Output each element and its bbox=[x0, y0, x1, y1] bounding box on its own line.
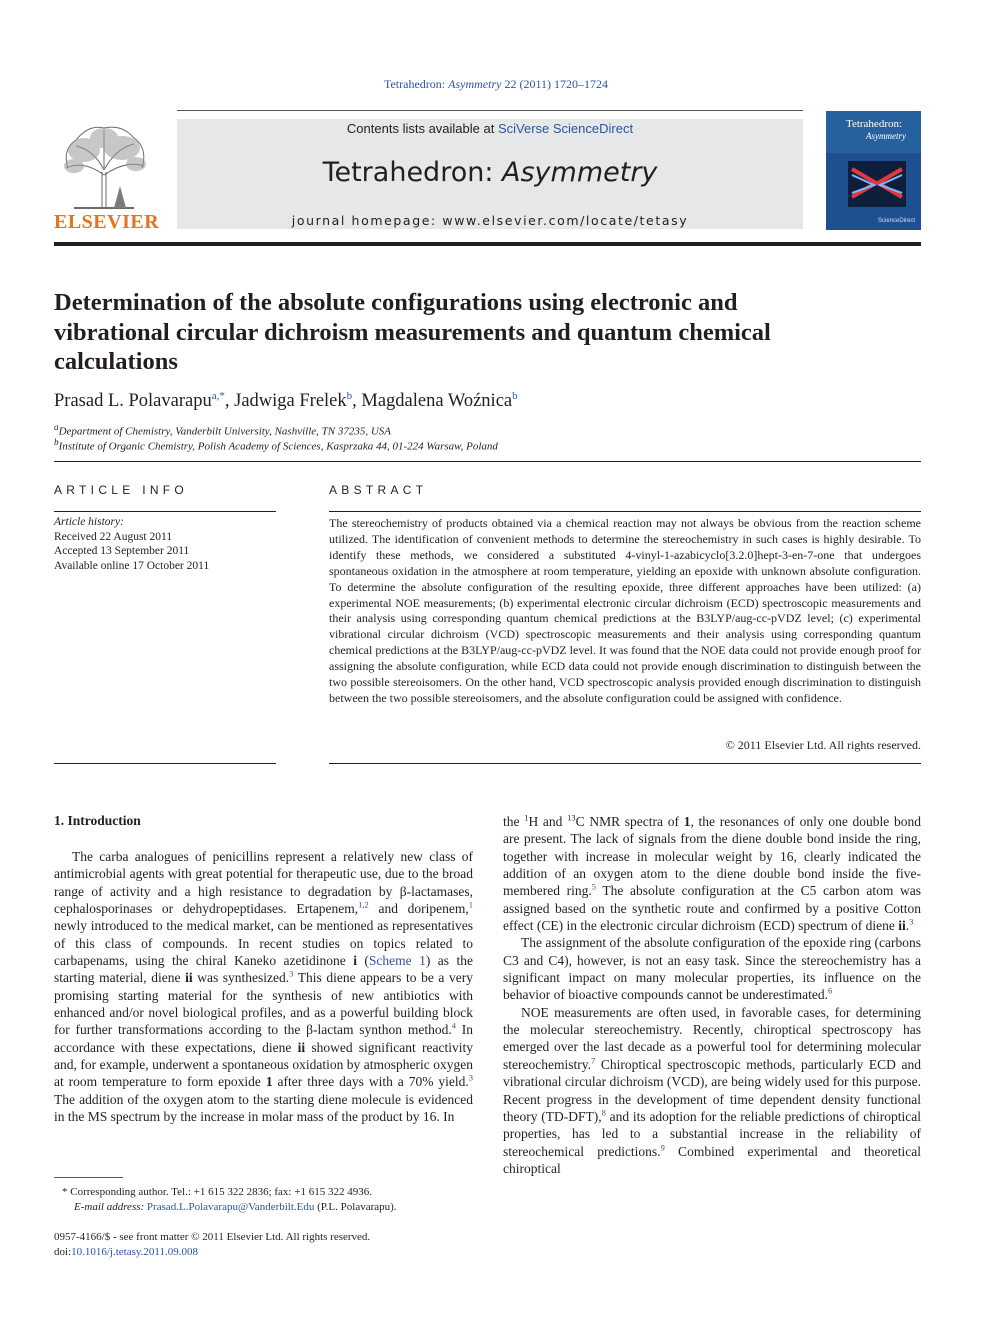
affiliation-text: Department of Chemistry, Vanderbilt University, Nashville, TN 37235, USA bbox=[58, 425, 392, 438]
scheme-link[interactable]: Scheme 1 bbox=[368, 953, 426, 969]
reference-link[interactable]: 8 bbox=[601, 1107, 606, 1118]
divider bbox=[54, 511, 276, 512]
journal-cover-thumbnail[interactable] bbox=[826, 111, 921, 230]
author-affiliation-mark[interactable]: a,* bbox=[211, 390, 225, 402]
reference-link[interactable]: 1 bbox=[468, 899, 473, 910]
cover-artwork-icon bbox=[848, 161, 906, 207]
divider bbox=[54, 763, 276, 764]
author-separator: , bbox=[352, 391, 362, 412]
issn-line: 0957-4166/$ - see front matter © 2011 Elsevier Ltd. All rights reserved. bbox=[54, 1231, 371, 1243]
paragraph: the $^1$H and $^{13}$C NMR spectra of 1, the resonances of only one double bond are present. The lack of signals from the diene double bond inside the ring, together with increase in molecular weight by 16, clearly indicated the addition of an oxygen atom to the diene double bond inside the five-membered ring.$^5$ The absolute configuration at the C5 carbon atom was assigned based on the synthetic route and confirmed by a positive Cotton effect (CE) in the electronic circular dichroism (ECD) spectrum of diene ii.$^3$ bbox=[503, 812, 921, 934]
journal-title-roman: Tetrahedron: bbox=[322, 157, 503, 188]
author-separator: , bbox=[224, 391, 235, 412]
tree-icon bbox=[54, 120, 154, 212]
sciencedirect-link[interactable]: SciVerse ScienceDirect bbox=[497, 121, 634, 136]
author-affiliation-mark[interactable]: b bbox=[512, 390, 518, 402]
affiliation bbox=[54, 422, 391, 438]
title-line: vibrational circular dichroism measurements and quantum chemical bbox=[54, 318, 771, 346]
citation-journal-italic[interactable]: Asymmetry bbox=[448, 77, 502, 91]
affiliation-mark: a bbox=[54, 422, 59, 432]
header-top-rule bbox=[177, 110, 803, 111]
footnote-star: * bbox=[62, 1186, 68, 1198]
contact-details: Corresponding author. Tel.: +1 615 322 2836; fax: +1 615 322 4936. bbox=[67, 1186, 372, 1198]
left-column bbox=[54, 848, 473, 1126]
reference-link[interactable]: 4 bbox=[451, 1020, 456, 1031]
article-title bbox=[54, 288, 924, 377]
title-line: calculations bbox=[54, 348, 178, 375]
divider bbox=[329, 511, 921, 512]
author-affiliation-mark[interactable]: b bbox=[346, 390, 353, 402]
email-link[interactable]: Prasad.L.Polavarapu@Vanderbilt.Edu bbox=[146, 1201, 315, 1213]
doi-prefix: doi: bbox=[54, 1246, 72, 1258]
cover-publisher: ScienceDirect bbox=[878, 218, 916, 224]
email-note bbox=[74, 1201, 397, 1213]
section-title: 1. Introduction bbox=[54, 813, 141, 828]
reference-link[interactable]: 3 bbox=[289, 968, 294, 979]
doi-link[interactable]: 10.1016/j.tetasy.2011.09.008 bbox=[71, 1246, 199, 1258]
affiliation bbox=[54, 437, 498, 453]
article-info-heading: ARTICLE INFO bbox=[54, 483, 189, 497]
doi-line bbox=[54, 1246, 198, 1258]
abstract-heading: ABSTRACT bbox=[329, 483, 428, 497]
contents-prefix: Contents lists available at bbox=[346, 121, 498, 136]
reference-link[interactable]: 6 bbox=[828, 985, 833, 996]
abstract-copyright: © 2011 Elsevier Ltd. All rights reserved. bbox=[725, 738, 921, 752]
journal-citation bbox=[0, 77, 992, 92]
citation-volume[interactable]: 22 (2011) 1720–1724 bbox=[501, 77, 608, 91]
elsevier-logo-text[interactable]: ELSEVIER bbox=[54, 211, 160, 233]
homepage-link[interactable]: www.elsevier.com/locate/tetasy bbox=[442, 213, 689, 228]
paragraph: The assignment of the absolute configuration of the epoxide ring (carbons C3 and C4), however, is not an easy task. Since the stereochemistry has a significant impact on many molecular properties, its influence on the behavior of bioactive compounds cannot be underestimated.$^6$ bbox=[503, 935, 921, 1003]
corresponding-author-note bbox=[62, 1186, 372, 1198]
affiliation-mark: b bbox=[54, 437, 59, 447]
journal-homepage bbox=[177, 213, 803, 228]
cover-title: Tetrahedron: bbox=[846, 118, 903, 130]
affiliation-text: Institute of Organic Chemistry, Polish Academy of Sciences, Kasprzaka 44, 01-224 Warsaw, Poland bbox=[58, 440, 498, 453]
cover-subtitle: Asymmetry bbox=[866, 131, 906, 141]
footnote-rule bbox=[54, 1177, 123, 1178]
reference-link[interactable]: 3 bbox=[909, 916, 914, 927]
author-name[interactable]: Magdalena Woźnica bbox=[361, 391, 513, 412]
right-column bbox=[503, 813, 921, 1177]
email-suffix: (P.L. Polavarapu). bbox=[314, 1201, 397, 1213]
received-date: Received 22 August 2011 bbox=[54, 530, 173, 543]
citation-journal[interactable]: Tetrahedron: bbox=[383, 77, 449, 91]
author-list bbox=[54, 390, 924, 412]
online-date: Available online 17 October 2011 bbox=[54, 559, 210, 572]
contents-line bbox=[177, 121, 803, 136]
header-bottom-rule bbox=[54, 242, 921, 246]
author-name[interactable]: Jadwiga Frelek bbox=[234, 391, 347, 412]
reference-link[interactable]: 3 bbox=[468, 1072, 473, 1083]
email-label: E-mail address: bbox=[74, 1201, 147, 1213]
reference-link[interactable]: 5 bbox=[591, 881, 596, 892]
reference-link[interactable]: 1,2 bbox=[358, 899, 369, 910]
journal-title bbox=[177, 157, 803, 188]
homepage-prefix: journal homepage: bbox=[291, 213, 443, 228]
reference-link[interactable]: 7 bbox=[590, 1055, 596, 1066]
reference-link[interactable]: 9 bbox=[660, 1142, 665, 1153]
journal-title-italic: Asymmetry bbox=[502, 157, 658, 188]
divider bbox=[329, 763, 921, 764]
paragraph: The carba analogues of penicillins represent a relatively new class of antimicrobial agents with great potential for therapeutic use, due to the broad range of activity and a high resistance to degradation by β-lactamases, cephalosporinases or dehydropeptidases. Ertapenem,$^{1,2}$ and doripenem,$^1$ newly introduced to the medical market, can be mentioned as representatives of this class of compounds. In recent studies on topics related to carbapenams, using the chiral Kaneko azetidinone i (Scheme 1) as the starting material, diene ii was synthesized.$^3$ This diene appears to be a very promising starting material for the synthesis of new antibiotics with enhanced and/or novel biological profiles, and as a powerful building block for further transformations according to the β-lactam synthon method.$^4$ In accordance with these expectations, diene ii showed significant reactivity and, for example, underwent a spontaneous oxidation by atmospheric oxygen at room temperature to form epoxide 1 after three days with a 70% yield.$^3$ The addition of the oxygen atom to the starting diene molecule is evidenced in the MS spectrum by the increase in molar mass of the product by 16. In bbox=[54, 849, 473, 1125]
title-line: Determination of the absolute configurations using electronic and bbox=[54, 289, 738, 316]
history-label: Article history: bbox=[54, 516, 124, 528]
paragraph: NOE measurements are often used, in favorable cases, for determining the molecular stereochemistry. Recently, chiroptical spectroscopy has emerged over the last decade as a powerful tool for determining molecular stereochemistry.$^7$ Chiroptical spectroscopic methods, particularly ECD and vibrational circular dichroism (VCD), are being widely used for this purpose. Recent progress in the development of time dependent density functional theory (TD-DFT),$^8$ and its adoption for the reliable predictions of chiroptical properties, has led to a substantial increase in the reliability of stereochemical predictions.$^9$ Combined experimental and theoretical chiroptical bbox=[503, 1004, 921, 1176]
abstract-text: The stereochemistry of products obtained via a chemical reaction may not always be obvious from the reaction scheme utilized. The identification of convenient methods to determine the stereochemistry in such cases is highly desirable. To identify these methods, we considered a substituted 4-vinyl-1-azabicyclo[3.2.0]hept-3-en-7-one that undergoes spontaneous oxidation in the atmosphere at room temperature, yielding an epoxide with unknown absolute configuration. To determine the absolute configuration of the resulting epoxide, three different approaches have been utilized: (a) experimental NOE measurements; (b) experimental electronic circular dichroism (ECD) spectroscopic measurements and their analysis using corresponding quantum chemical predictions at the B3LYP/aug-cc-pVDZ level; (c) experimental vibrational circular dichroism (VCD) spectroscopic measurements and their analysis using corresponding quantum chemical predictions at the B3LYP/aug-cc-pVDZ level. It was found that the NOE data could not provide enough proof for assigning the absolute configuration, while ECD data could not provide enough discrimination to distinguish between the two possible stereoisomers. On the other hand, VCD spectroscopic analysis provided enough discrimination to distinguish between the two possible stereoisomers, and the absolute configuration could be assigned with confidence. bbox=[329, 516, 921, 705]
article-history bbox=[54, 515, 209, 573]
author-name[interactable]: Prasad L. Polavarapu bbox=[54, 391, 212, 412]
accepted-date: Accepted 13 September 2011 bbox=[54, 545, 190, 558]
divider bbox=[54, 461, 921, 462]
